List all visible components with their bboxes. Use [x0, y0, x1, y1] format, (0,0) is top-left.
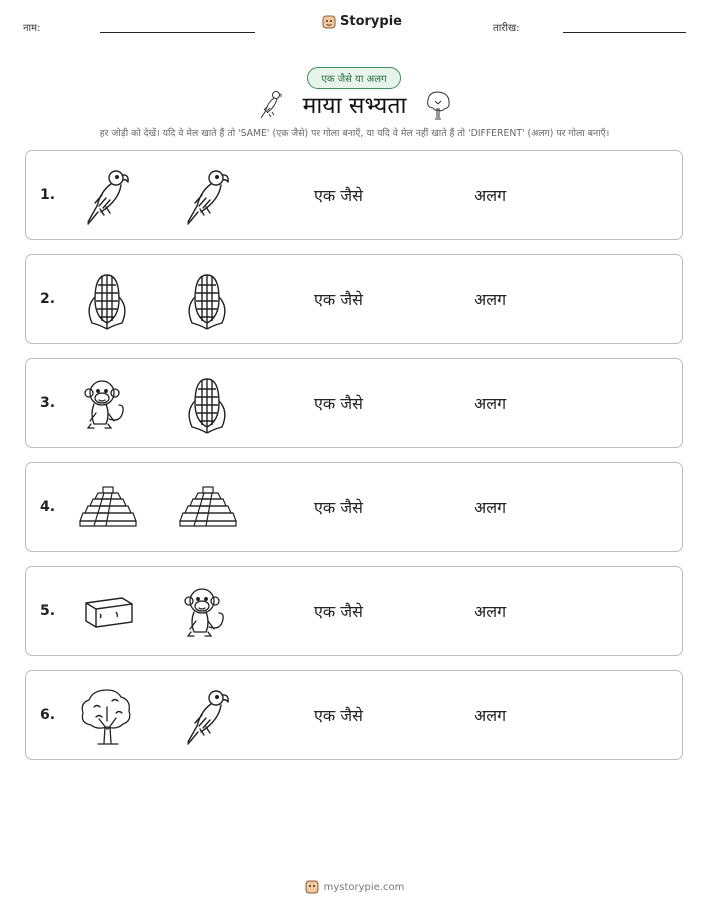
worksheet-type-badge: एक जैसे या अलग	[307, 67, 401, 89]
question-card	[25, 358, 683, 448]
storypie-icon	[322, 15, 336, 29]
corn-image-right	[176, 373, 238, 435]
date-field[interactable]	[563, 32, 686, 33]
pyramid-icon	[76, 477, 138, 539]
name-field[interactable]	[100, 32, 255, 33]
tree-icon	[76, 685, 138, 747]
different-option[interactable]: अलग	[474, 394, 507, 413]
same-option[interactable]: एक जैसे	[314, 394, 363, 413]
question-card	[25, 462, 683, 552]
parrot-icon	[176, 685, 238, 747]
question-number: 6.	[40, 707, 56, 723]
question-card	[25, 566, 683, 656]
different-option[interactable]: अलग	[474, 290, 507, 309]
stone-block-image-left	[76, 581, 138, 643]
different-option[interactable]: अलग	[474, 602, 507, 621]
different-option[interactable]: अलग	[474, 498, 507, 517]
brand-logo	[322, 14, 402, 29]
question-card	[25, 150, 683, 240]
corn-icon	[176, 373, 238, 435]
storypie-icon	[305, 880, 319, 894]
question-number: 4.	[40, 499, 56, 515]
question-number: 1.	[40, 187, 56, 203]
pyramid-image-left	[76, 477, 138, 539]
corn-image-left	[76, 269, 138, 331]
question-card	[25, 254, 683, 344]
parrot-image-right	[176, 685, 238, 747]
different-option[interactable]: अलग	[474, 186, 507, 205]
pyramid-image-right	[176, 477, 238, 539]
tree-image-left	[76, 685, 138, 747]
monkey-icon	[76, 373, 138, 435]
pyramid-icon	[176, 477, 238, 539]
monkey-icon	[176, 581, 238, 643]
date-label: तारीख:	[493, 23, 520, 34]
monkey-image-right	[176, 581, 238, 643]
footer-url: mystorypie.com	[323, 881, 405, 893]
same-option[interactable]: एक जैसे	[314, 186, 363, 205]
parrot-icon	[176, 165, 238, 227]
question-number: 2.	[40, 291, 56, 307]
same-option[interactable]: एक जैसे	[314, 706, 363, 725]
title-row	[0, 88, 709, 120]
monkey-image-left	[76, 373, 138, 435]
corn-image-right	[176, 269, 238, 331]
parrot-image-right	[176, 165, 238, 227]
question-card	[25, 670, 683, 760]
footer	[0, 880, 709, 894]
corn-icon	[76, 269, 138, 331]
name-label: नाम:	[23, 23, 41, 34]
parrot-icon	[76, 165, 138, 227]
stone-block-icon	[76, 581, 138, 643]
parrot-icon	[257, 88, 285, 120]
different-option[interactable]: अलग	[474, 706, 507, 725]
same-option[interactable]: एक जैसे	[314, 290, 363, 309]
corn-icon	[176, 269, 238, 331]
instructions: हर जोड़ी को देखें। यदि वे मेल खाते हैं तो 'SAME' (एक जैसे) पर गोला बनाएँ, या यदि वे मेल नहीं खाते हैं तो 'DIFFERENT' (अलग) पर गोला बनाएँ।	[99, 128, 610, 139]
same-option[interactable]: एक जैसे	[314, 602, 363, 621]
page-title: माया सभ्यता	[302, 93, 407, 119]
same-option[interactable]: एक जैसे	[314, 498, 363, 517]
question-number: 5.	[40, 603, 56, 619]
question-number: 3.	[40, 395, 56, 411]
tree-icon	[424, 88, 452, 120]
parrot-image-left	[76, 165, 138, 227]
brand-name: Storypie	[340, 14, 402, 29]
